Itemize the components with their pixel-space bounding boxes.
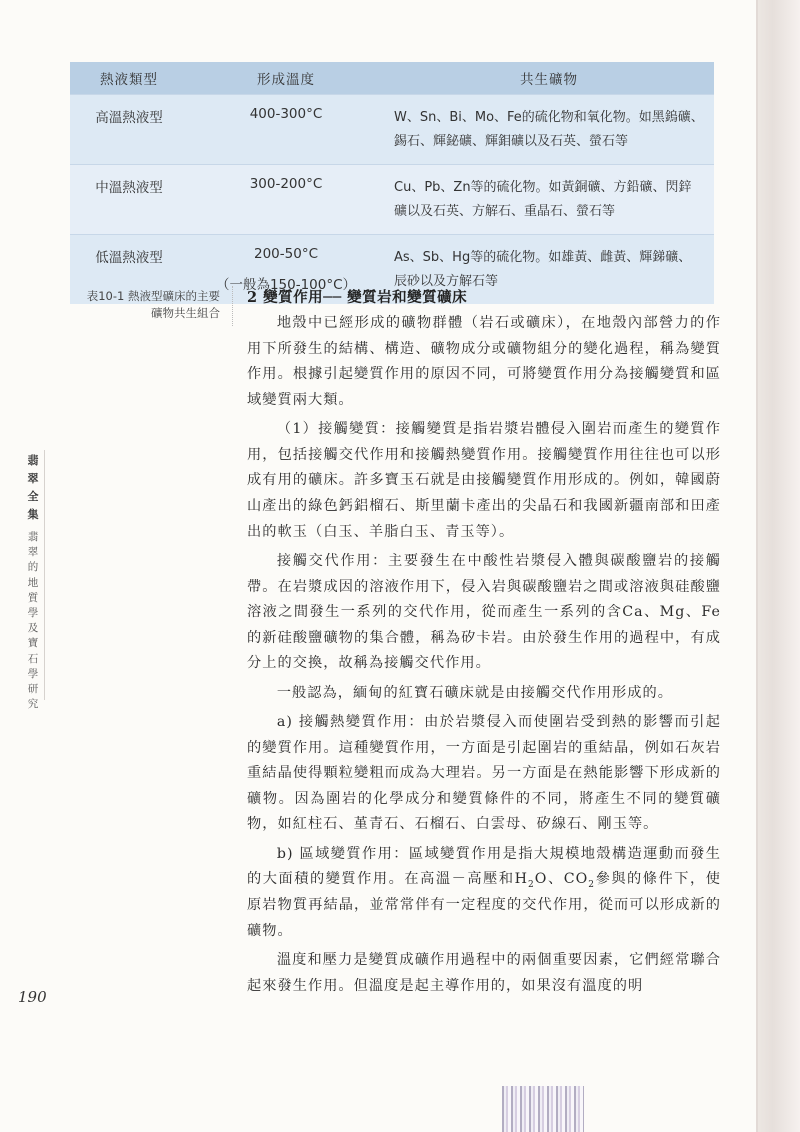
spine-rule bbox=[44, 450, 45, 700]
book-spine-label bbox=[26, 452, 40, 712]
table-cell-minerals: As、Sb、Hg等的硫化物。如雄黃、雌黃、輝銻礦、辰砂以及方解石等 bbox=[384, 235, 714, 305]
section-heading: 2 變質作用── 變質岩和變質礦床 bbox=[247, 289, 468, 306]
table-header-cell: 形成溫度 bbox=[188, 62, 384, 95]
spine-char: 翠 bbox=[27, 546, 39, 559]
book-subtitle bbox=[26, 530, 40, 712]
subscript: 2 bbox=[528, 880, 535, 891]
table-cell-type: 低溫熱液型 bbox=[70, 235, 188, 305]
spine-char: 及 bbox=[27, 622, 39, 635]
scan-artifact bbox=[502, 1086, 584, 1132]
table-cell-type: 中溫熱液型 bbox=[70, 165, 188, 235]
spine-char: 翠 bbox=[27, 472, 39, 485]
table-cell-minerals: W、Sn、Bi、Mo、Fe的硫化物和氧化物。如黑鎢礦、錫石、輝鉍礦、輝鉬礦以及石英、螢石等 bbox=[384, 95, 714, 165]
page-number: 190 bbox=[18, 988, 47, 1006]
text-run: 參與的條件下，使原岩物質再結晶，並常常伴有一定程度的交代作用，從而可以形成新的礦物。 bbox=[247, 871, 721, 939]
page-gutter-shadow bbox=[758, 0, 800, 1132]
text-run: b) 區域變質作用：區域變質作用是指大規模地殼構造運動而發生的大面積的變質作用。在高溫－高壓和H bbox=[247, 845, 721, 888]
spine-char: 石 bbox=[27, 652, 39, 665]
paragraph-regional-metamorphism bbox=[247, 842, 721, 944]
table-cell-temp bbox=[188, 95, 384, 165]
spine-char: 地 bbox=[27, 576, 39, 589]
spine-char: 研 bbox=[27, 683, 39, 696]
subscript: 2 bbox=[588, 880, 596, 891]
spine-char: 的 bbox=[27, 561, 39, 574]
paragraph: a) 接觸熱變質作用：由於岩漿侵入而使圍岩受到熱的影響而引起的變質作用。這種變質作用，一方面是引起圍岩的重結晶，例如石灰岩重結晶使得顆粒變粗而成為大理岩。另一方面是在熱能影響下形成新的礦物。因為圍岩的化學成分和變質條件的不同，將產生不同的變質礦物，如紅柱石、堇青石、石榴石、白雲母、矽線石、剛玉等。 bbox=[247, 714, 721, 833]
table-cell-type: 高溫熱液型 bbox=[70, 95, 188, 165]
table-row bbox=[70, 95, 714, 165]
paragraph: 地殼中已經形成的礦物群體（岩石或礦床），在地殼內部營力的作用下所發生的結構、構造、礦物成分或礦物組分的變化過程，稱為變質作用。根據引起變質作用的原因不同，可將變質作用分為接觸變質和區域變質兩大類。 bbox=[247, 315, 721, 408]
temp-value: 300-200°C bbox=[249, 176, 323, 192]
temp-value: 200-50°C bbox=[254, 246, 318, 262]
spine-char: 寶 bbox=[27, 637, 39, 650]
temp-value: 400-300°C bbox=[249, 106, 323, 122]
spine-char: 翡 bbox=[27, 531, 39, 543]
text-run: O、CO bbox=[534, 871, 589, 888]
caption-line: 表10-1 熱液型礦床的主要 bbox=[86, 289, 220, 303]
spine-char: 究 bbox=[27, 698, 39, 711]
table-header-row bbox=[70, 62, 714, 95]
temp-note: （一般為150-100°C） bbox=[215, 277, 357, 293]
table-cell-minerals: Cu、Pb、Zn等的硫化物。如黃銅礦、方鉛礦、閃鋅礦以及石英、方解石、重晶石、螢石等 bbox=[384, 165, 714, 235]
table-header-cell: 熱液類型 bbox=[70, 62, 188, 95]
spine-char: 學 bbox=[27, 607, 39, 620]
spine-char: 學 bbox=[27, 667, 39, 680]
spine-char: 質 bbox=[27, 591, 39, 604]
caption-line: 礦物共生組合 bbox=[151, 306, 220, 320]
paragraph: 接觸交代作用：主要發生在中酸性岩漿侵入體與碳酸鹽岩的接觸帶。在岩漿成因的溶液作用下，侵入岩與碳酸鹽岩之間或溶液與硅酸鹽溶液之間發生一系列的交代作用，從而產生一系列的含Ca、Mg、Fe的新硅酸鹽礦物的集合體，稱為矽卡岩。由於發生作用的過程中，有成分上的交換，故稱為接觸交代作用。 bbox=[247, 552, 721, 672]
spine-char: 翡 bbox=[27, 454, 39, 467]
spine-char: 集 bbox=[27, 508, 39, 521]
table-header-cell: 共生礦物 bbox=[384, 62, 714, 95]
table-caption bbox=[70, 288, 220, 322]
paragraph: 一般認為，緬甸的紅寶石礦床就是由接觸交代作用形成的。 bbox=[276, 684, 673, 701]
table-cell-temp bbox=[188, 165, 384, 235]
paragraph: 溫度和壓力是變質成礦作用過程中的兩個重要因素，它們經常聯合起來發生作用。但溫度是起主導作用的，如果沒有溫度的明 bbox=[247, 952, 721, 994]
paragraph: （1）接觸變質：接觸變質是指岩漿岩體侵入圍岩而產生的變質作用，包括接觸交代作用和接觸熱變質作用。接觸變質作用往往也可以形成有用的礦床。許多寶玉石就是由接觸變質作用形成的。例如，韓國蔚山產出的綠色鈣鋁榴石、斯里蘭卡產出的尖晶石和我國新疆南部和田產出的軟玉（白玉、羊脂白玉、青玉等）。 bbox=[247, 421, 721, 540]
hydrothermal-table bbox=[70, 62, 714, 304]
body-text bbox=[247, 311, 721, 1003]
book-title bbox=[26, 452, 40, 524]
table-row bbox=[70, 165, 714, 235]
spine-char: 全 bbox=[27, 490, 39, 503]
caption-divider bbox=[232, 286, 234, 326]
